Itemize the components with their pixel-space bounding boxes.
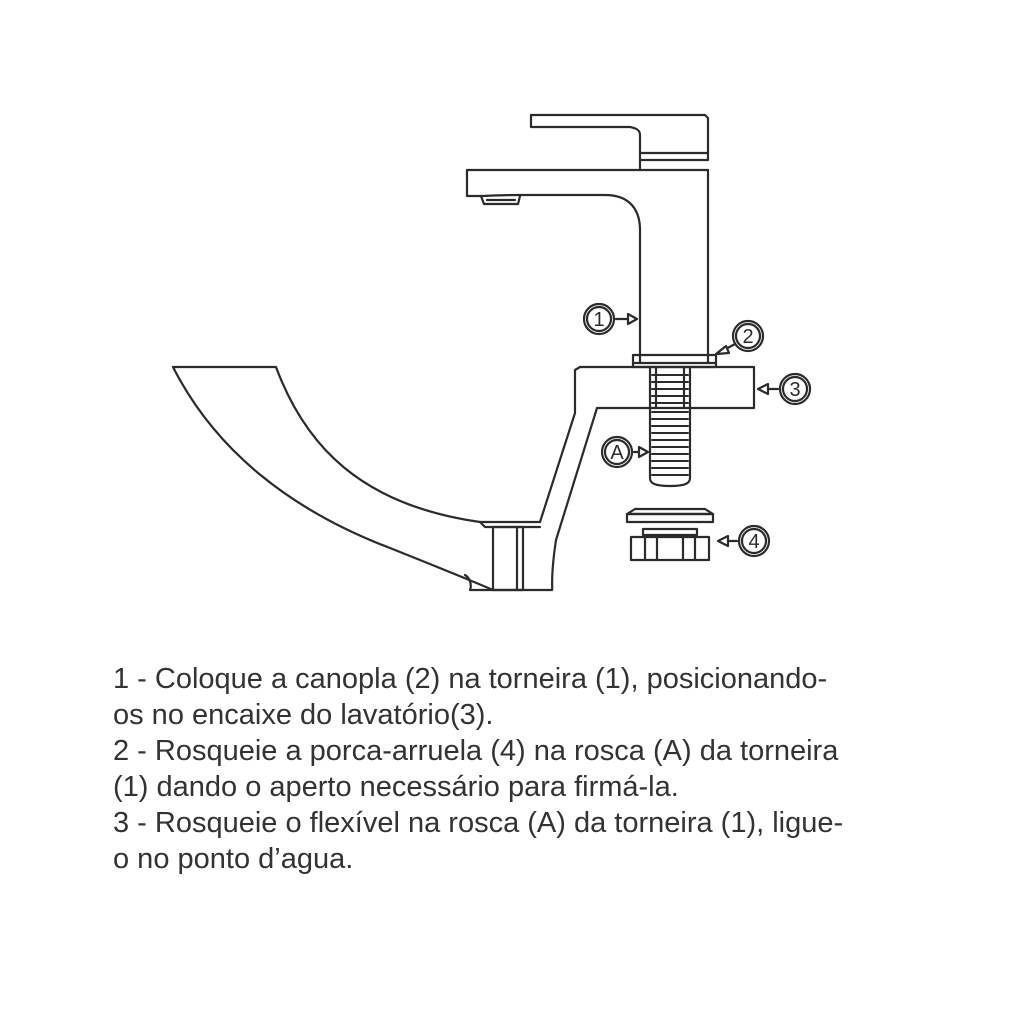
callout-thread-label: A [610, 442, 624, 464]
callout-nut-washer [718, 526, 769, 556]
instruction-step-2: 2 - Rosqueie a porca-arruela (4) na rosca (A) da torneira (1) dando o aperto necessário para firmá-la. [113, 735, 839, 803]
escutcheon [633, 355, 716, 367]
callout-basin [758, 374, 810, 404]
callout-faucet-label: 1 [593, 309, 605, 331]
callout-thread [602, 437, 648, 467]
callout-nut-washer-label: 4 [748, 531, 760, 553]
callout-basin-label: 3 [789, 379, 801, 401]
callout-escutcheon [716, 321, 763, 354]
callout-faucet [584, 304, 637, 334]
nut [631, 529, 709, 560]
callout-escutcheon-label: 2 [742, 326, 754, 348]
instruction-step-3: 3 - Rosqueie o flexível na rosca (A) da torneira (1), ligue- o no ponto d’agua. [113, 807, 844, 875]
washer [627, 509, 713, 522]
instruction-list [113, 661, 993, 877]
threaded-shank [650, 367, 690, 486]
faucet-body [467, 115, 708, 363]
instruction-step-1: 1 - Coloque a canopla (2) na torneira (1), posicionando- os no encaixe do lavatório(3). [113, 663, 828, 731]
washbasin [173, 367, 754, 590]
